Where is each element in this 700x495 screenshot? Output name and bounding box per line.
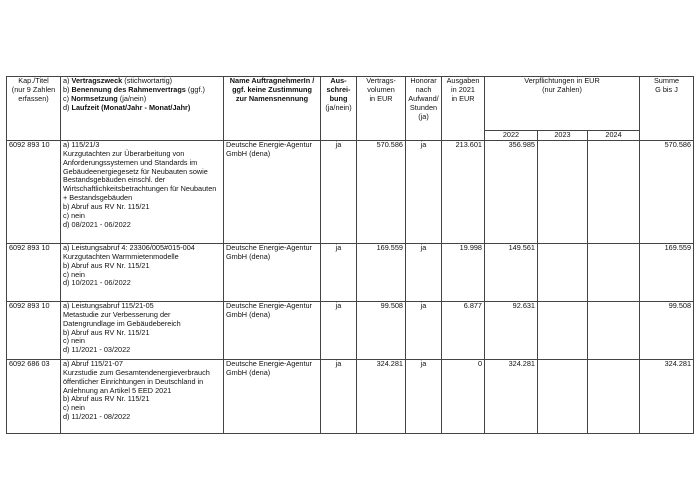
description-cell: a) Leistungsabruf 115/21-05 Metastudie zur Verbesserung der Datengrundlage im Gebäudebereich b) Abruf aus RV Nr. 115/21 c) nein d) 11/2021 - 03/2022	[61, 301, 224, 359]
ausschreibung-cell: ja	[321, 359, 357, 433]
header-kap-titel: Kap./Titel (nur 9 Zahlen erfassen)	[7, 77, 61, 141]
description-cell: a) Abruf 115/21-07 Kurzstudie zum Gesamtendenergieverbrauch öffentlicher Einrichtungen in Deutschland in Anlehnung an Artikel 5 EED 2021 b) Abruf aus RV Nr. 115/21 c) nein d) 11/2021 - 08/2022	[61, 359, 224, 433]
kap-cell: 6092 893 10	[7, 301, 61, 359]
description-cell: a) 115/21/3 Kurzgutachten zur Überarbeitung von Anforderungssystemen und Standards im Gebäudeenergiegesetz für Neubauten sowie Bestandsgebäuden einschl. der Wirtschaftlichkeitsbetrachtungen für Neubauten + Bestandsgebäuden b) Abruf aus RV Nr. 115/21 c) nein d) 08/2021 - 06/2022	[61, 140, 224, 243]
ausschreibung-cell: ja	[321, 140, 357, 243]
year-2024-cell	[588, 243, 640, 301]
auftragnehmer-cell: Deutsche Energie-Agentur GmbH (dena)	[224, 301, 321, 359]
honorar-cell: ja	[406, 140, 442, 243]
table-row	[7, 301, 694, 359]
header-summe: Summe G bis J	[640, 77, 694, 141]
header-ausgaben: Ausgaben in 2021 in EUR	[442, 77, 485, 141]
header-year-2024: 2024	[588, 131, 640, 141]
summe-cell: 99.508	[640, 301, 694, 359]
summe-cell: 570.586	[640, 140, 694, 243]
description-cell: a) Leistungsabruf 4: 23306/005#015-004 Kurzgutachten Warmmietenmodelle b) Abruf aus RV Nr. 115/21 c) nein d) 10/2021 - 06/2022	[61, 243, 224, 301]
year-2023-cell	[538, 359, 588, 433]
table-row	[7, 359, 694, 433]
auftragnehmer-cell: Deutsche Energie-Agentur GmbH (dena)	[224, 243, 321, 301]
kap-cell: 6092 686 03	[7, 359, 61, 433]
header-ausschreibung: Aus- schrei- bung (ja/nein)	[321, 77, 357, 141]
header-year-2023: 2023	[538, 131, 588, 141]
header-verpflichtungen: Verpflichtungen in EUR (nur Zahlen)	[485, 77, 640, 131]
ausschreibung-cell: ja	[321, 243, 357, 301]
ausgaben-cell: 19.998	[442, 243, 485, 301]
header-auftragnehmer: Name AuftragnehmerIn / ggf. keine Zustimmung zur Namensnennung	[224, 77, 321, 141]
ausgaben-cell: 213.601	[442, 140, 485, 243]
ausgaben-cell: 0	[442, 359, 485, 433]
honorar-cell: ja	[406, 301, 442, 359]
year-2024-cell	[588, 140, 640, 243]
auftragnehmer-cell: Deutsche Energie-Agentur GmbH (dena)	[224, 359, 321, 433]
header-year-2022: 2022	[485, 131, 538, 141]
table-row	[7, 140, 694, 243]
year-2022-cell: 149.561	[485, 243, 538, 301]
year-2024-cell	[588, 359, 640, 433]
ausgaben-cell: 6.877	[442, 301, 485, 359]
header-honorar: Honorar nach Aufwand/ Stunden (ja)	[406, 77, 442, 141]
volumen-cell: 99.508	[357, 301, 406, 359]
honorar-cell: ja	[406, 359, 442, 433]
volumen-cell: 570.586	[357, 140, 406, 243]
year-2023-cell	[538, 243, 588, 301]
summe-cell: 169.559	[640, 243, 694, 301]
volumen-cell: 169.559	[357, 243, 406, 301]
summe-cell: 324.281	[640, 359, 694, 433]
ausschreibung-cell: ja	[321, 301, 357, 359]
kap-cell: 6092 893 10	[7, 243, 61, 301]
volumen-cell: 324.281	[357, 359, 406, 433]
header-row	[7, 77, 694, 131]
year-2022-cell: 356.985	[485, 140, 538, 243]
auftragnehmer-cell: Deutsche Energie-Agentur GmbH (dena)	[224, 140, 321, 243]
kap-cell: 6092 893 10	[7, 140, 61, 243]
contracts-table	[6, 76, 694, 434]
year-2023-cell	[538, 301, 588, 359]
header-vertragszweck: a) Vertragszweck (stichwortartig) b) Benennung des Rahmenvertrags (ggf.) c) Normsetzung (ja/nein) d) Laufzeit (Monat/Jahr - Monat/Jahr)	[61, 77, 224, 141]
year-2022-cell: 92.631	[485, 301, 538, 359]
year-2022-cell: 324.281	[485, 359, 538, 433]
year-2023-cell	[538, 140, 588, 243]
header-vertragsvolumen: Vertrags- volumen in EUR	[357, 77, 406, 141]
table-row	[7, 243, 694, 301]
honorar-cell: ja	[406, 243, 442, 301]
year-2024-cell	[588, 301, 640, 359]
